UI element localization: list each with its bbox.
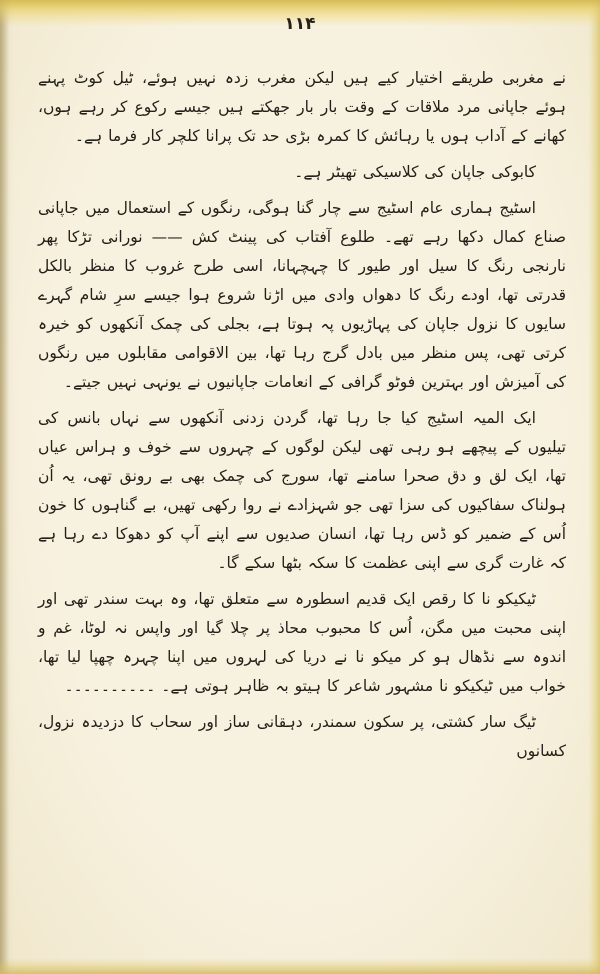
paragraph: ٹیکیکو نا کا رقص ایک قدیم اسطورہ سے متعلق تھا، وہ بہت سندر تھی اور اپنی محبت میں مگن، اُس کا محبوب محاذ پر چلا گیا اور واپس نہ لوٹا، غم و اندوہ سے نڈھال ہو کر میکو نا نے دریا کی لہروں میں اپنا چہرہ چھپا لیا تھا، خواب میں ٹیکیکو نا مشہور شاعر کا ہیتو بہ ظاہر ہوتی ہے۔ ۔۔۔۔۔۔۔۔۔۔ xyxy=(38,589,566,695)
paragraph: اسٹیج ہماری عام اسٹیج سے چار گنا ہوگی، رنگوں کے استعمال میں جاپانی صناع کمال دکھا رہے تھے۔ طلوع آفتاب کی پینٹ کش —— نورانی تڑکا پھر نارنجی رنگ کا سیل اور طیور کا چہچہانا، اسی طرح غروب کا منظر بالکل قدرتی تھا، اودے رنگ کا دھواں وادی میں اڑنا شروع ہوا جیسے سرِ شام گہرے سایوں کا نزول جاپان کی پہاڑیوں پہ ہوتا ہے، بجلی کی چمک آنکھوں کو خیرہ کرتی تھی، پس منظر میں بادل گرج رہا تھا، بین الاقوامی مقابلوں میں رنگوں کی آمیزش اور بہترین فوٹو گرافی کے انعامات جاپانیوں نے یونہی نہیں جیتے۔ xyxy=(38,198,566,391)
paragraph: نے مغربی طریقے اختیار کیے ہیں لیکن مغرب زدہ نہیں ہوئے، ٹیل کوٹ پہنے ہوئے جاپانی مرد ملاقات کے وقت بار بار جھکتے ہیں جیسے رکوع کر رہے ہوں، کھانے کے آداب ہوں یا رہائش کا کمرہ بڑی حد تک پرانا کلچر کار فرما ہے۔ xyxy=(38,69,566,145)
paragraph: کابوکی جاپان کی کلاسیکی تھیٹر ہے۔ xyxy=(294,162,536,181)
paragraph: ٹیگ سار کشتی، پر سکون سمندر، دہقانی ساز اور سحاب کا دزدیدہ نزول، کسانوں xyxy=(38,712,566,760)
page-number: ۱۱۴ xyxy=(284,14,316,34)
paragraph: ایک المیہ اسٹیج کیا جا رہا تھا، گردن زدنی آنکھوں سے نہاں بانس کی تیلیوں کے پیچھے ہو رہی تھی لیکن لوگوں کے چہروں سے خوف و ہراس عیاں تھا، ایک لق و دق صحرا سامنے تھا، سورج کی چمک بھی بے رونق تھی، یہ اُن ہولناک سفاکیوں کی سزا تھی جو شہزادے نے روا رکھی تھیں، بے گناہوں کا خون اُس کے ضمیر کو ڈس رہا تھا، انسان صدیوں سے اپنے آپ کو دھوکا دے رہا ہے کہ غارت گری سے اپنی عظمت کا سکہ بٹھا سکے گا۔ xyxy=(38,408,566,572)
page-text-block xyxy=(38,64,566,773)
